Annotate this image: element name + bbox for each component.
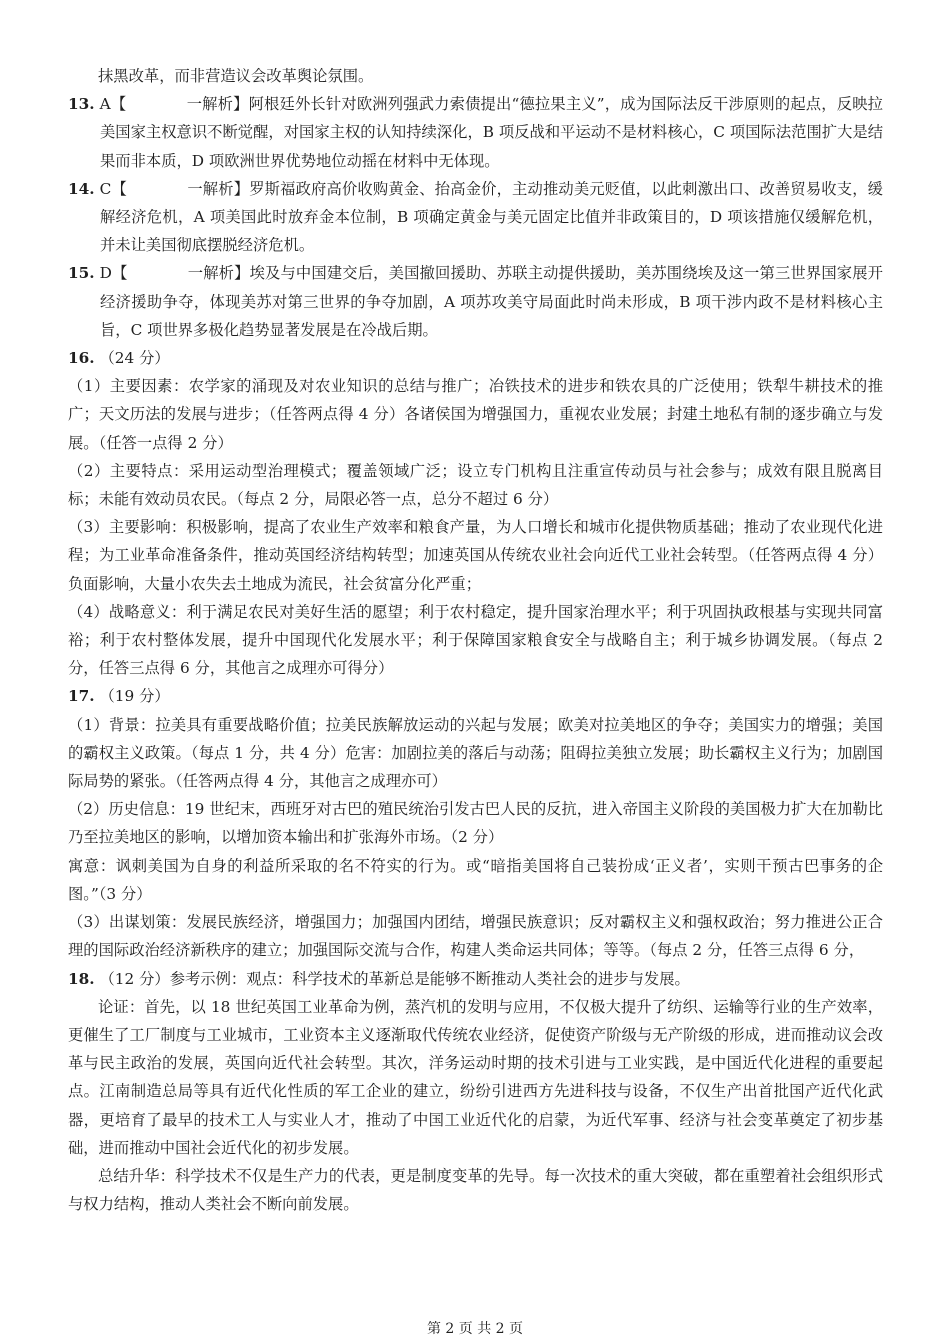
- q16-part-3: （3）主要影响：积极影响，提高了农业生产效率和粮食产量，为人口增长和城市化提供物质基础；推动了农业现代化进程；为工业革命准备条件，推动英国经济结构转型；加速英国从传统农业社会向近代工业社会转型。（任答两点得 4 分）负面影响，大量小农失去土地成为流民，社会贫富分化严重；: [68, 518, 883, 593]
- question-number: 15.: [68, 264, 95, 283]
- q17-part-2: （2）历史信息：19 世纪末，西班牙对古巴的殖民统治引发古巴人民的反抗，进入帝国主义阶段的美国极力扩大在加勒比乃至拉美地区的影响，以增加资本输出和扩张海外市场。（2 分）: [68, 800, 883, 847]
- question-13: [68, 90, 883, 175]
- question-score: （19 分）: [99, 687, 170, 706]
- q18-summary: 总结升华：科学技术不仅是生产力的代表，更是制度变革的先导。每一次技术的重大突破，都在重塑着社会组织形式与权力结构，推动人类社会不断向前发展。: [68, 1166, 883, 1214]
- question-number: 13.: [68, 95, 95, 114]
- question-17-heading: [68, 682, 883, 710]
- explanation-text: 埃及与中国建交后，美国撤回援助、苏联主动提供援助，美苏围绕埃及这一第三世界国家展开经济援助争夺，体现美苏对第三世界的争夺加剧，A 项苏攻美守局面此时尚未形成，B 项干涉内政不是材料核心主旨，C 项世界多极化趋势显著发展是在冷战后期。: [100, 264, 883, 339]
- question-head: （12 分）参考示例：观点：科学技术的革新总是能够不断推动人类社会的进步与发展。: [99, 969, 690, 988]
- q16-part-2: （2）主要特点：采用运动型治理模式；覆盖领域广泛；设立专门机构且注重宣传动员与社会参与；成效有限且脱离目标；未能有效动员农民。（每点 2 分，局限必答一点，总分不超过 6 分）: [68, 461, 883, 509]
- q16-part-1: （1）主要因素：农学家的涌现及对农业知识的总结与推广；冶铁技术的进步和铁农具的广泛使用；铁犁牛耕技术的推广；天文历法的发展与进步；（任答两点得 4 分）各诸侯国为增强国力，重视农业发展；封建土地私有制的逐步确立与发展。（任答一点得 2 分）: [68, 377, 883, 452]
- question-18-heading: [68, 965, 883, 993]
- page-footer: 第 2 页 共 2 页: [426, 1321, 524, 1337]
- q16-part-4: （4）战略意义：利于满足农民对美好生活的愿望；利于农村稳定，提升国家治理水平；利于巩固执政根基与实现共同富裕；利于农村整体发展，提升中国现代化发展水平；利于保障国家粮食安全与战略自主；利于城乡协调发展。（每点 2 分，任答三点得 6 分，其他言之成理亦可得分）: [68, 602, 883, 678]
- q17-part-1: （1）背景：拉美具有重要战略价值；拉美民族解放运动的兴起与发展；欧美对拉美地区的争夺；美国实力的增强；美国的霸权主义政策。（每点 1 分，共 4 分）危害：加剧拉美的落后与动荡；阻碍拉美独立发展；助长霸权主义行为；加剧国际局势的紧张。（任答两点得 4 分，其他言之成理亦可）: [68, 715, 883, 791]
- question-15: [68, 259, 883, 344]
- q18-argument: 论证：首先，以 18 世纪英国工业革命为例，蒸汽机的发明与应用，不仅极大提升了纺织、运输等行业的生产效率，更催生了工厂制度与工业城市，工业资本主义逐渐取代传统农业经济，促使资产阶级与无产阶级的形成，进而推动议会改革与民主政治的发展，英国向近代社会转型。其次，洋务运动时期的技术引进与工业实践，是中国近代化进程的重要起点。江南制造总局等具有近代化性质的军工企业的建立，纷纷引进西方先进科技与设备，不仅生产出首批国产近代化武器，更培育了最早的技术工人与实业人才，推动了中国工业近代化的启蒙，为近代军事、经济与社会变革奠定了初步基础，进而推动中国社会近代化的初步发展。: [68, 997, 883, 1157]
- answer-label: A【 一解析】: [99, 95, 249, 114]
- q17-part-3: （3）出谋划策：发展民族经济，增强国力；加强国内团结，增强民族意识；反对霸权主义和强权政治；努力推进公正合理的国际政治经济新秩序的建立；加强国际交流与合作，构建人类命运共同体；等等。（每点 2 分，任答三点得 6 分，: [68, 913, 883, 960]
- question-score: （24 分）: [99, 349, 170, 368]
- lead-line: 抹黑改革，而非营造议会改革舆论氛围。: [98, 67, 374, 85]
- explanation-text: 罗斯福政府高价收购黄金、抬高金价，主动推动美元贬值，以此刺激出口、改善贸易收支，缓解经济危机，A 项美国此时放弃金本位制，B 项确定黄金与美元固定比值并非政策目的，D 项该措施仅缓解危机，并未让美国彻底摆脱经济危机。: [100, 179, 883, 255]
- q17-part-2-meaning: 寓意：讽刺美国为自身的利益所采取的名不符实的行为。或“暗指美国将自己装扮成‘正义者’，实则干预古巴事务的企图。”（3 分）: [68, 856, 883, 903]
- answer-label: C【 一解析】: [99, 179, 250, 198]
- question-number: 17.: [68, 687, 95, 706]
- explanation-text: 阿根廷外长针对欧洲列强武力索债提出“德拉果主义”，成为国际法反干涉原则的起点，反映拉美国家主权意识不断觉醒，对国家主权的认知持续深化，B 项反战和平运动不是材料核心，C 项国际法范围扩大是结果而非本质，D 项欧洲世界优势地位动摇在材料中无体现。: [100, 95, 883, 170]
- question-number: 18.: [68, 969, 95, 988]
- answer-page: [68, 62, 883, 1218]
- question-number: 16.: [68, 349, 95, 368]
- question-number: 14.: [68, 179, 95, 198]
- question-14: [68, 175, 883, 260]
- answer-label: D【 一解析】: [99, 264, 250, 283]
- question-16-heading: [68, 344, 883, 372]
